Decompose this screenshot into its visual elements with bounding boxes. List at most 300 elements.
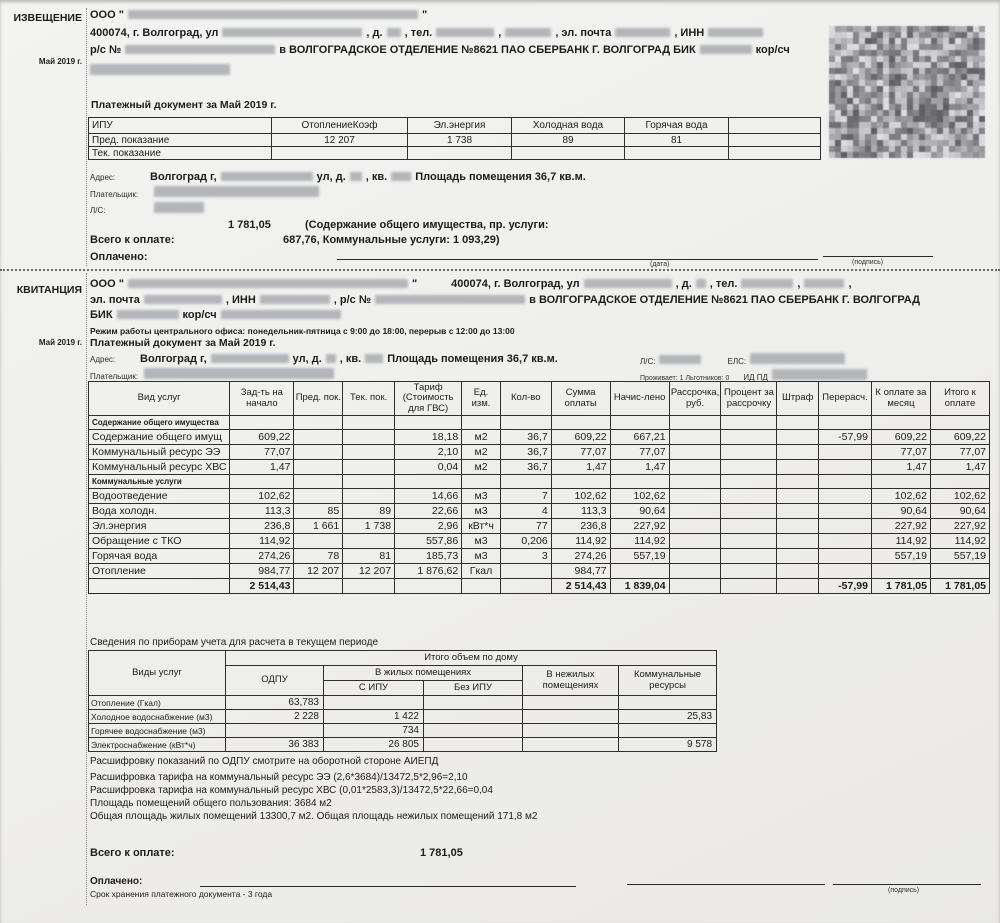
svc-cell bbox=[294, 579, 343, 594]
service-row bbox=[89, 430, 990, 445]
izv-doc-title: Платежный документ за Май 2019 г. bbox=[91, 99, 277, 111]
rs-label: р/с № bbox=[90, 44, 122, 56]
residents-label: Проживает: 1 Льготников: 0 bbox=[640, 375, 730, 382]
svc-cell: 77,07 bbox=[230, 445, 294, 460]
address-label: Адрес: bbox=[90, 173, 116, 182]
signature-line bbox=[823, 256, 933, 257]
date-line bbox=[627, 884, 825, 885]
bank-name: в ВОЛГОГРАДСКОЕ ОТДЕЛЕНИЕ №8621 ПАО СБЕРБАНК Г. ВОЛГОГРАД bbox=[529, 294, 920, 306]
meters-cell bbox=[523, 696, 619, 710]
services-header-row bbox=[89, 382, 990, 416]
svc-cell bbox=[500, 475, 551, 489]
svc-col-header: Тек. пок. bbox=[343, 382, 395, 416]
svc-cell bbox=[930, 475, 989, 489]
tariff-hvs-note: Расшифровка тарифа на коммунальный ресурс ХВС (0,01*2583,3)/13472,5*22,66=0,04 bbox=[90, 785, 493, 796]
account-redacted bbox=[659, 355, 701, 364]
svc-cell bbox=[294, 460, 343, 475]
meters-cell: 36 383 bbox=[226, 738, 324, 752]
svc-cell: -57,99 bbox=[819, 430, 872, 445]
svc-cell bbox=[610, 416, 669, 430]
house-redacted bbox=[387, 28, 401, 37]
korsch-redacted bbox=[221, 310, 341, 319]
svc-cell: 1 661 bbox=[294, 519, 343, 534]
svc-cell: 1,47 bbox=[610, 460, 669, 475]
svc-cell bbox=[669, 416, 721, 430]
org-name-prefix: ООО " bbox=[90, 278, 124, 290]
svc-cell bbox=[294, 489, 343, 504]
ipu-col-header: Эл.энергия bbox=[408, 118, 512, 134]
bik-redacted bbox=[117, 310, 179, 319]
svc-cell bbox=[395, 579, 462, 594]
ipu-cell bbox=[512, 147, 625, 160]
svc-cell bbox=[777, 534, 819, 549]
svc-cell: 114,92 bbox=[610, 534, 669, 549]
inn-label: , ИНН bbox=[225, 294, 256, 306]
svc-cell: 18,18 bbox=[395, 430, 462, 445]
kvit-section-label: КВИТАНЦИЯ bbox=[16, 284, 82, 296]
svc-cell bbox=[343, 534, 395, 549]
svc-cell bbox=[777, 430, 819, 445]
bik-label: БИК bbox=[90, 309, 113, 321]
footer-total-value: 1 781,05 bbox=[420, 847, 463, 859]
payer-redacted bbox=[154, 186, 319, 197]
svc-cell: 2 514,43 bbox=[551, 579, 610, 594]
meters-cell bbox=[424, 710, 523, 724]
svc-cell: 1 781,05 bbox=[930, 579, 989, 594]
svc-cell bbox=[930, 416, 989, 430]
org-name-redacted bbox=[128, 279, 408, 288]
svc-cell: 1,47 bbox=[871, 460, 930, 475]
org-name-suffix: " bbox=[411, 278, 418, 290]
izv-total-note bbox=[283, 218, 635, 248]
svc-cell: 185,73 bbox=[395, 549, 462, 564]
kvit-bik-line bbox=[90, 308, 345, 323]
svc-cell bbox=[721, 489, 777, 504]
date-caption: (дата) bbox=[650, 261, 670, 268]
svc-col-header: К оплате за месяц bbox=[871, 382, 930, 416]
service-row bbox=[89, 519, 990, 534]
svc-cell: 4 bbox=[500, 504, 551, 519]
svc-cell bbox=[721, 475, 777, 489]
svc-cell: кВт*ч bbox=[462, 519, 501, 534]
svc-cell: -57,99 bbox=[819, 579, 872, 594]
svc-cell: 102,62 bbox=[871, 489, 930, 504]
svc-col-header: Зад-ть на начало bbox=[230, 382, 294, 416]
svc-cell bbox=[89, 579, 230, 594]
meters-cell bbox=[619, 696, 717, 710]
svc-cell bbox=[777, 504, 819, 519]
footer-total-label: Всего к оплате: bbox=[90, 847, 175, 859]
ipu-col-header: ОтоплениеКоэф bbox=[272, 118, 408, 134]
account-redacted bbox=[154, 202, 204, 213]
odpu-note: Расшифровку показаний по ОДПУ смотрите на оборотной стороне АИЕПД bbox=[90, 756, 439, 767]
svc-col-header: Ед. изм. bbox=[462, 382, 501, 416]
svc-cell bbox=[819, 475, 872, 489]
bank-name: в ВОЛГОГРАДСКОЕ ОТДЕЛЕНИЕ №8621 ПАО СБЕРБАНК Г. ВОЛГОГРАД БИК bbox=[279, 44, 696, 56]
svc-cell bbox=[777, 549, 819, 564]
svc-cell bbox=[500, 416, 551, 430]
svc-cell: 609,22 bbox=[871, 430, 930, 445]
svc-cell: 984,77 bbox=[230, 564, 294, 579]
svc-cell: 0,206 bbox=[500, 534, 551, 549]
svc-cell bbox=[669, 445, 721, 460]
street-redacted bbox=[222, 28, 362, 37]
svc-cell: 12 207 bbox=[343, 564, 395, 579]
meters-cell: Горячее водоснабжение (м3) bbox=[89, 724, 226, 738]
org-name-redacted bbox=[128, 10, 418, 19]
addr-area-value: Площадь помещения 36,7 кв.м. bbox=[387, 353, 558, 365]
svc-cell: 113,3 bbox=[551, 504, 610, 519]
svc-cell bbox=[551, 416, 610, 430]
svc-cell bbox=[871, 564, 930, 579]
ipu-cell bbox=[729, 147, 821, 160]
svc-cell: 236,8 bbox=[230, 519, 294, 534]
ipu-col-header: Холодная вода bbox=[512, 118, 625, 134]
svc-cell: 90,64 bbox=[610, 504, 669, 519]
comma: , bbox=[797, 278, 801, 290]
svc-cell: 2,96 bbox=[395, 519, 462, 534]
izv-period-label: Май 2019 г. bbox=[38, 57, 82, 66]
svc-cell bbox=[721, 564, 777, 579]
els-label: ЕЛС: bbox=[727, 357, 747, 366]
svc-col-header: Перерасч. bbox=[819, 382, 872, 416]
meters-cell bbox=[523, 738, 619, 752]
svc-cell: 236,8 bbox=[551, 519, 610, 534]
address-label: Адрес: bbox=[90, 355, 116, 364]
meters-cell bbox=[424, 738, 523, 752]
svc-cell bbox=[721, 430, 777, 445]
tel-label: , тел. bbox=[709, 278, 738, 290]
meters-cell bbox=[424, 696, 523, 710]
rs-label: , р/с № bbox=[333, 294, 372, 306]
footer-paid-label: Оплачено: bbox=[90, 876, 143, 887]
meters-cell: 734 bbox=[324, 724, 424, 738]
meters-row bbox=[89, 738, 717, 752]
izv-paid-label: Оплачено: bbox=[90, 251, 148, 263]
payer-label: Плательщик: bbox=[90, 372, 139, 381]
svc-cell bbox=[230, 475, 294, 489]
svc-cell: м2 bbox=[462, 430, 501, 445]
ipu-col-header: ИПУ bbox=[89, 118, 272, 134]
svc-col-header: Кол-во bbox=[500, 382, 551, 416]
svc-cell bbox=[610, 564, 669, 579]
svc-cell bbox=[343, 460, 395, 475]
svc-cell bbox=[721, 534, 777, 549]
svc-col-header: Рассрочка, руб. bbox=[669, 382, 721, 416]
svc-cell bbox=[721, 504, 777, 519]
svc-cell: 78 bbox=[294, 549, 343, 564]
svc-cell bbox=[669, 460, 721, 475]
meters-col-nonresidential: В нежилых помещениях bbox=[523, 666, 619, 696]
rs-redacted bbox=[375, 295, 525, 304]
izv-address-line bbox=[90, 26, 835, 41]
meters-title: Сведения по приборам учета для расчета в текущем периоде bbox=[90, 637, 379, 648]
svc-cell: Вода холодн. bbox=[89, 504, 230, 519]
svc-cell bbox=[343, 430, 395, 445]
meters-row bbox=[89, 696, 717, 710]
meters-cell: Электроснабжение (кВт*ч) bbox=[89, 738, 226, 752]
izv-section-label: ИЗВЕЩЕНИЕ bbox=[13, 12, 82, 24]
svc-cell bbox=[669, 430, 721, 445]
svc-cell: м3 bbox=[462, 534, 501, 549]
ipu-cell: 12 207 bbox=[272, 134, 408, 147]
ipu-cell bbox=[272, 147, 408, 160]
meters-cell bbox=[523, 710, 619, 724]
svc-cell: 1,47 bbox=[551, 460, 610, 475]
svc-cell: 102,62 bbox=[610, 489, 669, 504]
meters-cell bbox=[324, 696, 424, 710]
account-label: Л/С: bbox=[90, 206, 106, 215]
svc-cell bbox=[395, 475, 462, 489]
svc-cell: 1 876,62 bbox=[395, 564, 462, 579]
service-row bbox=[89, 475, 990, 489]
svc-cell bbox=[819, 534, 872, 549]
svc-cell bbox=[819, 504, 872, 519]
addr-street-redacted bbox=[211, 354, 289, 363]
svc-cell bbox=[669, 504, 721, 519]
payer-redacted bbox=[144, 368, 334, 379]
ipu-cell: Пред. показание bbox=[89, 134, 272, 147]
total-note-line2: 687,76, Коммунальные услуги: 1 093,29) bbox=[283, 233, 500, 246]
svc-cell: 557,19 bbox=[610, 549, 669, 564]
meters-col-odpu: ОДПУ bbox=[226, 666, 324, 696]
svc-cell bbox=[669, 549, 721, 564]
svc-cell: 227,92 bbox=[930, 519, 989, 534]
svc-col-header: Начис-лено bbox=[610, 382, 669, 416]
svc-cell: 1 839,04 bbox=[610, 579, 669, 594]
ipu-cell bbox=[625, 147, 729, 160]
meters-cell: 2 228 bbox=[226, 710, 324, 724]
svc-cell bbox=[343, 475, 395, 489]
svc-cell: 557,86 bbox=[395, 534, 462, 549]
svc-cell: 1,47 bbox=[230, 460, 294, 475]
svc-cell bbox=[669, 579, 721, 594]
svc-cell bbox=[343, 416, 395, 430]
svc-cell: 609,22 bbox=[930, 430, 989, 445]
svc-cell bbox=[777, 489, 819, 504]
paid-line bbox=[200, 886, 576, 887]
svc-cell: Отопление bbox=[89, 564, 230, 579]
bik-redacted bbox=[700, 45, 752, 54]
svc-cell bbox=[669, 475, 721, 489]
meters-col-services: Виды услуг bbox=[89, 651, 226, 696]
meters-cell bbox=[523, 724, 619, 738]
svc-cell bbox=[777, 519, 819, 534]
svc-cell: 77,07 bbox=[871, 445, 930, 460]
svc-cell: 609,22 bbox=[551, 430, 610, 445]
addr-kv-label: , кв. bbox=[365, 171, 388, 183]
service-row bbox=[89, 534, 990, 549]
izv-payer-row bbox=[90, 186, 323, 199]
svc-cell: Содержание общего имущ bbox=[89, 430, 230, 445]
izv-org-line bbox=[90, 8, 830, 23]
svc-cell: 227,92 bbox=[871, 519, 930, 534]
svc-col-header: Тариф (Стоимость для ГВС) bbox=[395, 382, 462, 416]
svc-cell: 77,07 bbox=[610, 445, 669, 460]
meters-col-communal: Коммунальные ресурсы bbox=[619, 666, 717, 696]
service-row bbox=[89, 416, 990, 430]
meters-row bbox=[89, 724, 717, 738]
svc-cell bbox=[871, 475, 930, 489]
ipu-cell: 1 738 bbox=[408, 134, 512, 147]
svc-cell: 2 514,43 bbox=[230, 579, 294, 594]
svc-cell bbox=[610, 475, 669, 489]
addr-kv-label: , кв. bbox=[339, 353, 362, 365]
svc-cell bbox=[819, 564, 872, 579]
svc-cell: 227,92 bbox=[610, 519, 669, 534]
korsch-label: кор/сч bbox=[755, 44, 790, 56]
svc-cell: 609,22 bbox=[230, 430, 294, 445]
ipu-col-header bbox=[729, 118, 821, 134]
meters-table bbox=[88, 650, 717, 752]
svc-cell: 36,7 bbox=[500, 445, 551, 460]
ipu-row bbox=[89, 134, 821, 147]
meters-cell: 1 422 bbox=[324, 710, 424, 724]
svc-cell: 274,26 bbox=[551, 549, 610, 564]
meters-col-residential: В жилых помещениях bbox=[324, 666, 523, 681]
email-redacted bbox=[144, 295, 222, 304]
els-redacted bbox=[750, 353, 845, 364]
left-divider-top bbox=[86, 8, 87, 266]
total-note-line1: (Содержание общего имущества, пр. услуги: bbox=[305, 219, 549, 231]
cut-line bbox=[0, 269, 1000, 271]
service-row bbox=[89, 504, 990, 519]
street-redacted bbox=[584, 279, 672, 288]
meters-cell bbox=[226, 724, 324, 738]
addr-kv-redacted bbox=[365, 354, 383, 363]
svc-cell bbox=[669, 564, 721, 579]
svc-cell: 102,62 bbox=[551, 489, 610, 504]
inn-redacted bbox=[260, 295, 330, 304]
svc-cell bbox=[871, 416, 930, 430]
svc-cell: Гкал bbox=[462, 564, 501, 579]
svc-cell bbox=[777, 475, 819, 489]
kvit-account-line bbox=[90, 293, 990, 308]
izv-address-row bbox=[90, 170, 586, 185]
service-row bbox=[89, 549, 990, 564]
svc-cell bbox=[294, 445, 343, 460]
tel-redacted bbox=[436, 28, 494, 37]
svc-cell: 114,92 bbox=[871, 534, 930, 549]
svc-cell: Коммунальный ресурс ЭЭ bbox=[89, 445, 230, 460]
svc-cell bbox=[721, 460, 777, 475]
ipu-col-header: Горячая вода bbox=[625, 118, 729, 134]
comma: , bbox=[498, 27, 502, 39]
svc-cell bbox=[819, 519, 872, 534]
svc-cell: м2 bbox=[462, 445, 501, 460]
addr-street-redacted bbox=[221, 172, 313, 181]
svc-cell: 22,66 bbox=[395, 504, 462, 519]
svc-cell: 90,64 bbox=[930, 504, 989, 519]
svc-cell bbox=[343, 445, 395, 460]
addr-street-suffix: ул, д. bbox=[316, 171, 346, 183]
svc-cell: 77 bbox=[500, 519, 551, 534]
inn-redacted bbox=[708, 28, 763, 37]
svc-cell bbox=[930, 564, 989, 579]
svc-cell bbox=[551, 475, 610, 489]
svc-cell bbox=[500, 579, 551, 594]
kvit-doc-title: Платежный документ за Май 2019 г. bbox=[90, 337, 276, 349]
svc-cell: 1,47 bbox=[930, 460, 989, 475]
tel-redacted bbox=[741, 279, 793, 288]
house-label: , д. bbox=[675, 278, 692, 290]
svc-cell bbox=[343, 579, 395, 594]
svc-cell: Обращение с ТКО bbox=[89, 534, 230, 549]
service-row bbox=[89, 445, 990, 460]
idpd-label: ИД ПД bbox=[743, 373, 768, 382]
svc-cell bbox=[819, 460, 872, 475]
addr-house-redacted bbox=[326, 354, 336, 363]
email-label: , эл. почта bbox=[555, 27, 612, 39]
org-city: 400074, г. Волгоград, ул bbox=[90, 27, 219, 39]
addr-area-value: Площадь помещения 36,7 кв.м. bbox=[415, 171, 586, 183]
kvit-period-label: Май 2019 г. bbox=[38, 338, 82, 347]
svc-cell: 12 207 bbox=[294, 564, 343, 579]
svc-cell bbox=[777, 564, 819, 579]
svc-cell bbox=[395, 416, 462, 430]
svc-cell bbox=[721, 519, 777, 534]
ipu-cell: Тек. показание bbox=[89, 147, 272, 160]
meters-cell: Холодное водоснабжение (м3) bbox=[89, 710, 226, 724]
svc-cell bbox=[343, 489, 395, 504]
izv-korsch-redacted bbox=[90, 61, 230, 79]
meters-cell: 63,783 bbox=[226, 696, 324, 710]
svc-cell: 77,07 bbox=[930, 445, 989, 460]
meters-col-total-house: Итого объем по дому bbox=[226, 651, 717, 666]
signature-caption: (подпись) bbox=[888, 887, 920, 894]
service-row bbox=[89, 579, 990, 594]
account-label: Л/С: bbox=[640, 357, 656, 366]
storage-note: Срок хранения платежного документа - 3 года bbox=[90, 889, 273, 899]
svc-cell bbox=[669, 489, 721, 504]
ipu-row bbox=[89, 147, 821, 160]
svc-cell: Горячая вода bbox=[89, 549, 230, 564]
ipu-cell: 89 bbox=[512, 134, 625, 147]
svc-cell: 102,62 bbox=[930, 489, 989, 504]
svc-cell: 667,21 bbox=[610, 430, 669, 445]
svc-col-header: Сумма оплаты bbox=[551, 382, 610, 416]
svc-cell: м3 bbox=[462, 504, 501, 519]
svc-cell bbox=[462, 579, 501, 594]
svc-cell bbox=[669, 519, 721, 534]
services-table bbox=[88, 381, 990, 594]
svc-cell: 0,04 bbox=[395, 460, 462, 475]
svc-cell bbox=[777, 460, 819, 475]
house-redacted bbox=[696, 279, 706, 288]
signature-line bbox=[833, 884, 981, 885]
meters-header-row bbox=[89, 651, 717, 666]
service-row bbox=[89, 460, 990, 475]
svc-cell bbox=[462, 416, 501, 430]
svc-cell: 77,07 bbox=[551, 445, 610, 460]
svc-cell: 36,7 bbox=[500, 460, 551, 475]
tel2-redacted bbox=[804, 279, 844, 288]
svc-cell bbox=[819, 549, 872, 564]
addr-street-suffix: ул, д. bbox=[292, 353, 322, 365]
tel2-redacted bbox=[505, 28, 551, 37]
svc-cell bbox=[669, 534, 721, 549]
meters-row bbox=[89, 710, 717, 724]
svc-cell: 114,92 bbox=[230, 534, 294, 549]
org-name-suffix: " bbox=[421, 9, 428, 21]
svc-cell: 114,92 bbox=[551, 534, 610, 549]
svc-cell bbox=[721, 579, 777, 594]
svc-col-header: Штраф bbox=[777, 382, 819, 416]
svc-cell bbox=[819, 489, 872, 504]
svc-col-header: Процент за рассрочку bbox=[721, 382, 777, 416]
org-city: 400074, г. Волгоград, ул bbox=[451, 278, 580, 290]
date-signature-line bbox=[337, 259, 818, 260]
